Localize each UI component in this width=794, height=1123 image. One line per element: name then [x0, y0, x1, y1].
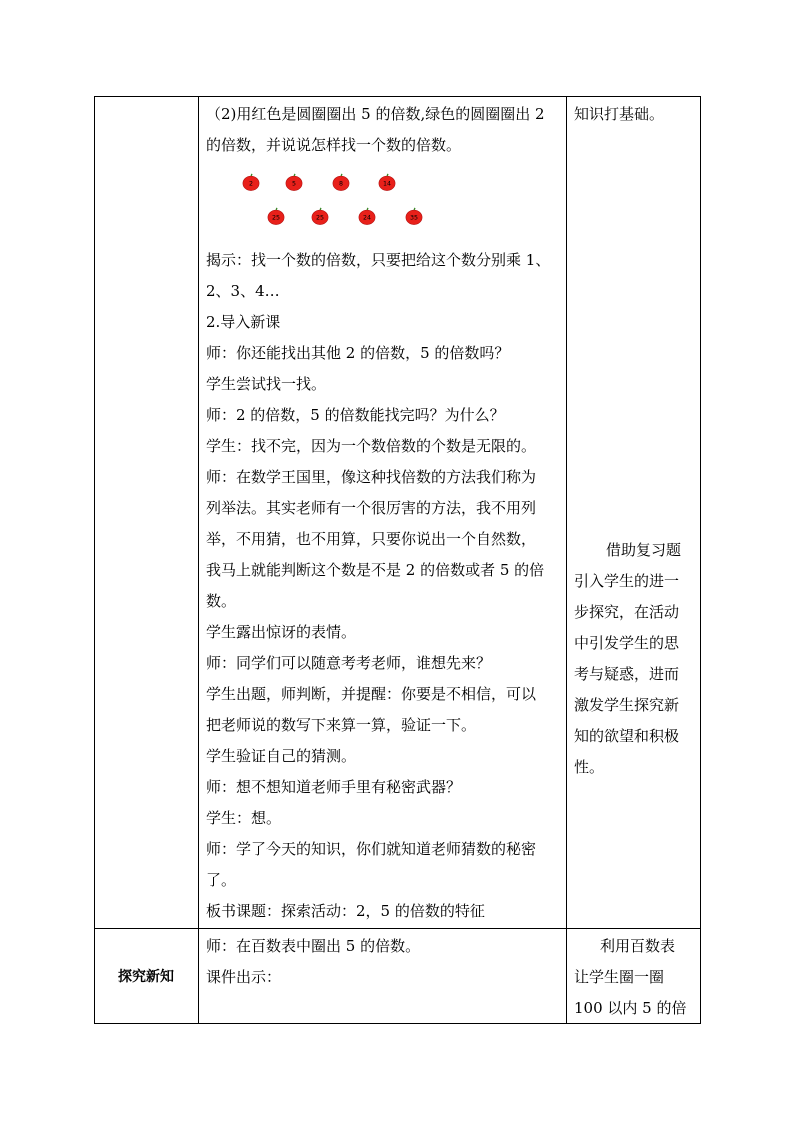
text-line: 2.导入新课 [206, 313, 281, 331]
text-line: 师：想不想知道老师手里有秘密武器？ [206, 778, 462, 796]
apple-icon [405, 207, 423, 225]
text-line: 学生出题，师判断，并提醒：你要是不相信，可以 [206, 685, 537, 703]
note-line: 激发学生探究新 [574, 696, 680, 714]
note-line: 利用百数表 [600, 937, 676, 955]
text-line: 师：学了今天的知识，你们就知道老师猜数的秘密 [206, 840, 537, 858]
table-border-right [700, 96, 701, 1024]
note-line: 考与疑惑，进而 [574, 665, 680, 683]
apple-label: 24 [362, 214, 372, 222]
apple-label: 35 [409, 214, 419, 222]
apple-icon [332, 173, 350, 191]
apple-icon [242, 173, 260, 191]
apple-label: 25 [315, 214, 325, 222]
note-line: 中引发学生的思 [574, 634, 680, 652]
text-line: 的倍数，并说说怎样找一个数的倍数。 [206, 136, 462, 154]
apple-icon [311, 207, 329, 225]
text-line: 学生：想。 [206, 809, 282, 827]
table-border-top [94, 96, 701, 97]
apple-icon [378, 173, 396, 191]
table-divider-2 [566, 96, 567, 1024]
text-line: 数。 [206, 592, 237, 610]
text-line: 师：2 的倍数，5 的倍数能找完吗？为什么？ [206, 406, 505, 424]
apple-icon [285, 173, 303, 191]
text-line: 师：在数学王国里，像这种找倍数的方法我们称为 [206, 468, 537, 486]
text-line: 学生露出惊讶的表情。 [206, 623, 357, 641]
text-line: （2)用红色是圆圈圈出 5 的倍数,绿色的圆圈圈出 2 [206, 105, 545, 123]
note-line: 步探究，在活动 [574, 603, 680, 621]
text-line: 学生：找不完，因为一个数倍数的个数是无限的。 [206, 437, 537, 455]
section-label-explore: 探究新知 [118, 969, 174, 985]
apple-label: 8 [338, 180, 344, 188]
text-line: 学生尝试找一找。 [206, 375, 327, 393]
table-divider-1 [198, 96, 199, 1024]
text-line: 举，不用猜，也不用算，只要你说出一个自然数， [206, 530, 537, 548]
text-line: 师：在百数表中圈出 5 的倍数。 [206, 937, 421, 955]
note-line: 知的欲望和积极 [574, 727, 680, 745]
text-line: 学生验证自己的猜测。 [206, 747, 357, 765]
text-line: 板书课题：探索活动：2，5 的倍数的特征 [206, 902, 485, 920]
text-line: 揭示：找一个数的倍数，只要把给这个数分别乘 1、 [206, 251, 551, 269]
text-line: 了。 [206, 871, 237, 889]
note-line: 引入学生的进一 [574, 572, 680, 590]
note-line: 100 以内 5 的倍 [574, 999, 687, 1017]
table-border-left [94, 96, 95, 1024]
apple-icon [358, 207, 376, 225]
apple-label: 25 [271, 214, 281, 222]
text-line: 我马上就能判断这个数是不是 2 的倍数或者 5 的倍 [206, 561, 545, 579]
table-border-bottom [94, 1023, 701, 1024]
note-line: 让学生圈一圈 [574, 968, 665, 986]
text-line: 把老师说的数写下来算一算，验证一下。 [206, 716, 477, 734]
text-line: 列举法。其实老师有一个很厉害的方法，我不用列 [206, 499, 537, 517]
note-line: 知识打基础。 [574, 105, 665, 123]
apple-label: 14 [382, 180, 392, 188]
text-line: 师：你还能找出其他 2 的倍数，5 的倍数吗？ [206, 344, 510, 362]
text-line: 师：同学们可以随意考考老师，谁想先来？ [206, 654, 492, 672]
table-row-divider [94, 928, 701, 929]
apple-label: 5 [291, 180, 297, 188]
note-line: 性。 [574, 758, 605, 776]
text-line: 课件出示： [206, 968, 282, 986]
apple-label: 2 [248, 180, 254, 188]
text-line: 2、3、4… [206, 282, 280, 300]
note-line: 借助复习题 [606, 541, 682, 559]
apple-icon [267, 207, 285, 225]
